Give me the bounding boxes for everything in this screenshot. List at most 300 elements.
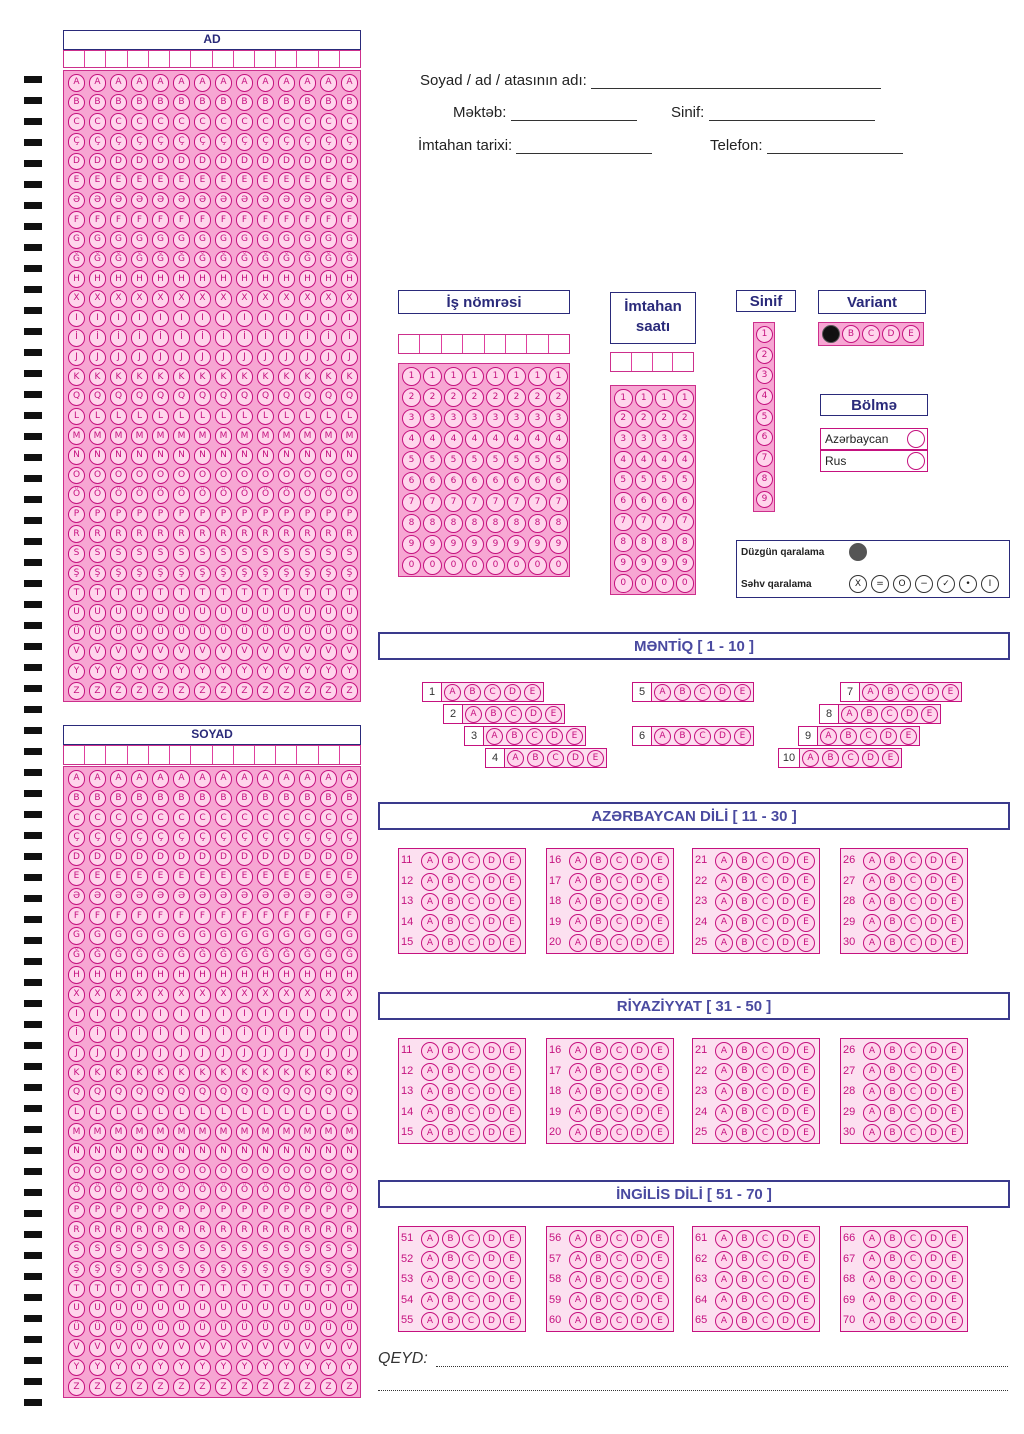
answer-bubble[interactable]: A xyxy=(569,1124,587,1142)
digit-bubble[interactable]: 4 xyxy=(507,430,526,449)
letter-bubble[interactable]: Ğ xyxy=(320,251,338,269)
letter-bubble[interactable]: V xyxy=(89,643,107,661)
phone-field[interactable] xyxy=(710,137,903,154)
letter-bubble[interactable]: T xyxy=(131,584,149,602)
letter-bubble[interactable]: H xyxy=(152,966,170,984)
letter-bubble[interactable]: D xyxy=(173,849,191,867)
letter-bubble[interactable]: X xyxy=(236,290,254,308)
letter-bubble[interactable]: T xyxy=(194,584,212,602)
letter-bubble[interactable]: İ xyxy=(89,1025,107,1043)
letter-bubble[interactable]: Y xyxy=(299,1359,317,1377)
entry-cell[interactable] xyxy=(85,51,106,67)
answer-bubble[interactable]: B xyxy=(506,728,523,745)
letter-bubble[interactable]: V xyxy=(278,643,296,661)
letter-bubble[interactable]: Ş xyxy=(278,565,296,583)
letter-bubble[interactable]: Y xyxy=(236,663,254,681)
answer-bubble[interactable]: B xyxy=(882,684,899,701)
digit-bubble[interactable]: 4 xyxy=(549,430,568,449)
letter-bubble[interactable]: Ç xyxy=(278,133,296,151)
letter-bubble[interactable]: T xyxy=(278,1280,296,1298)
digit-bubble[interactable]: 0 xyxy=(614,574,633,593)
digit-bubble[interactable]: 9 xyxy=(402,535,421,554)
answer-bubble[interactable]: B xyxy=(674,684,691,701)
digit-bubble[interactable]: 1 xyxy=(549,367,568,386)
answer-bubble[interactable]: C xyxy=(904,873,922,891)
answer-bubble[interactable]: C xyxy=(694,728,711,745)
letter-bubble[interactable]: H xyxy=(194,270,212,288)
digit-bubble[interactable]: 3 xyxy=(444,409,463,428)
answer-bubble[interactable]: E xyxy=(797,1104,815,1122)
letter-bubble[interactable]: I xyxy=(278,310,296,328)
answer-bubble[interactable]: B xyxy=(442,1063,460,1081)
letter-bubble[interactable]: I xyxy=(257,1006,275,1024)
letter-bubble[interactable]: Z xyxy=(89,1378,107,1396)
answer-bubble[interactable]: B xyxy=(884,1104,902,1122)
digit-bubble[interactable]: 7 xyxy=(655,513,674,532)
question-group[interactable] xyxy=(398,1226,526,1332)
answer-bubble[interactable]: B xyxy=(442,1083,460,1101)
answer-bubble[interactable]: E xyxy=(566,728,583,745)
letter-bubble[interactable]: I xyxy=(236,310,254,328)
answer-bubble[interactable]: D xyxy=(777,1230,795,1248)
class-bubble[interactable]: 7 xyxy=(756,450,773,467)
letter-bubble[interactable]: G xyxy=(194,927,212,945)
answer-bubble[interactable]: B xyxy=(884,873,902,891)
letter-bubble[interactable]: Ç xyxy=(194,829,212,847)
letter-bubble[interactable]: F xyxy=(110,907,128,925)
entry-cell[interactable] xyxy=(191,51,212,67)
letter-bubble[interactable]: D xyxy=(194,153,212,171)
answer-bubble[interactable]: B xyxy=(442,1230,460,1248)
letter-bubble[interactable]: Ü xyxy=(152,1320,170,1338)
answer-bubble[interactable]: D xyxy=(925,873,943,891)
letter-bubble[interactable]: Ğ xyxy=(131,947,149,965)
entry-cell[interactable] xyxy=(106,746,127,764)
entry-cell[interactable] xyxy=(276,746,297,764)
answer-bubble[interactable]: E xyxy=(797,1230,815,1248)
letter-bubble[interactable]: K xyxy=(320,368,338,386)
letter-bubble[interactable]: R xyxy=(236,1221,254,1239)
letter-bubble[interactable]: V xyxy=(194,1339,212,1357)
answer-row[interactable] xyxy=(443,704,565,724)
letter-bubble[interactable]: F xyxy=(68,907,86,925)
letter-bubble[interactable]: Ğ xyxy=(89,947,107,965)
letter-bubble[interactable]: J xyxy=(173,349,191,367)
letter-bubble[interactable]: A xyxy=(299,770,317,788)
letter-bubble[interactable]: U xyxy=(89,1300,107,1318)
answer-bubble[interactable]: A xyxy=(802,750,819,767)
letter-bubble[interactable]: Ö xyxy=(278,486,296,504)
letter-bubble[interactable]: Q xyxy=(236,388,254,406)
entry-cell[interactable] xyxy=(170,746,191,764)
digit-bubble[interactable]: 2 xyxy=(635,410,654,429)
answer-bubble[interactable]: E xyxy=(734,684,751,701)
letter-bubble[interactable]: T xyxy=(299,1280,317,1298)
answer-bubble[interactable]: E xyxy=(651,1063,669,1081)
answer-bubble[interactable]: A xyxy=(715,934,733,952)
answer-bubble[interactable]: E xyxy=(651,1104,669,1122)
answer-bubble[interactable]: A xyxy=(421,1042,439,1060)
letter-bubble[interactable]: G xyxy=(299,231,317,249)
answer-bubble[interactable]: A xyxy=(863,1042,881,1060)
letter-bubble[interactable]: H xyxy=(68,270,86,288)
letter-bubble[interactable]: I xyxy=(173,1006,191,1024)
answer-bubble[interactable]: B xyxy=(442,1251,460,1269)
letter-bubble[interactable]: E xyxy=(131,172,149,190)
answer-bubble[interactable]: A xyxy=(863,893,881,911)
answer-bubble[interactable]: C xyxy=(904,1083,922,1101)
bolme-option-rus[interactable] xyxy=(820,450,928,472)
letter-bubble[interactable]: R xyxy=(236,525,254,543)
digit-bubble[interactable]: 5 xyxy=(465,451,484,470)
letter-bubble[interactable]: O xyxy=(89,467,107,485)
letter-bubble[interactable]: H xyxy=(68,966,86,984)
letter-bubble[interactable]: Z xyxy=(131,682,149,700)
letter-bubble[interactable]: V xyxy=(131,1339,149,1357)
letter-bubble[interactable]: S xyxy=(89,1241,107,1259)
letter-bubble[interactable]: U xyxy=(131,1300,149,1318)
letter-bubble[interactable]: M xyxy=(152,1123,170,1141)
letter-bubble[interactable]: N xyxy=(257,447,275,465)
answer-bubble[interactable]: C xyxy=(904,1292,922,1310)
letter-bubble[interactable]: Ç xyxy=(278,829,296,847)
letter-bubble[interactable]: G xyxy=(278,231,296,249)
letter-bubble[interactable]: H xyxy=(89,966,107,984)
letter-bubble[interactable]: Ü xyxy=(320,1320,338,1338)
letter-bubble[interactable]: Ü xyxy=(257,1320,275,1338)
answer-bubble[interactable]: A xyxy=(421,873,439,891)
letter-bubble[interactable]: H xyxy=(131,270,149,288)
letter-bubble[interactable]: Ü xyxy=(173,624,191,642)
letter-bubble[interactable]: T xyxy=(215,1280,233,1298)
letter-bubble[interactable]: Ö xyxy=(173,1182,191,1200)
answer-bubble[interactable]: D xyxy=(483,934,501,952)
answer-bubble[interactable]: A xyxy=(421,1083,439,1101)
letter-bubble[interactable]: Ö xyxy=(341,486,359,504)
letter-bubble[interactable]: Z xyxy=(299,1378,317,1396)
letter-bubble[interactable]: R xyxy=(131,525,149,543)
answer-bubble[interactable]: C xyxy=(505,706,522,723)
digit-bubble[interactable]: 5 xyxy=(402,451,421,470)
letter-bubble[interactable]: H xyxy=(257,966,275,984)
letter-bubble[interactable]: Ş xyxy=(194,1261,212,1279)
letter-bubble[interactable]: L xyxy=(215,1104,233,1122)
letter-bubble[interactable]: A xyxy=(152,770,170,788)
digit-bubble[interactable]: 9 xyxy=(486,535,505,554)
answer-bubble[interactable]: C xyxy=(462,873,480,891)
letter-bubble[interactable]: A xyxy=(173,770,191,788)
answer-bubble[interactable]: C xyxy=(756,852,774,870)
letter-bubble[interactable]: Y xyxy=(278,1359,296,1377)
letter-bubble[interactable]: L xyxy=(215,408,233,426)
answer-bubble[interactable]: E xyxy=(651,873,669,891)
letter-bubble[interactable]: G xyxy=(341,927,359,945)
answer-bubble[interactable]: A xyxy=(569,934,587,952)
letter-bubble[interactable]: U xyxy=(236,1300,254,1318)
letter-bubble[interactable]: İ xyxy=(68,1025,86,1043)
letter-bubble[interactable]: B xyxy=(341,790,359,808)
digit-bubble[interactable]: 4 xyxy=(676,451,695,470)
letter-bubble[interactable]: Ş xyxy=(278,1261,296,1279)
letter-bubble[interactable]: S xyxy=(110,1241,128,1259)
answer-bubble[interactable]: C xyxy=(904,1042,922,1060)
answer-bubble[interactable]: B xyxy=(884,934,902,952)
entry-cell[interactable] xyxy=(340,746,360,764)
letter-bubble[interactable]: Ş xyxy=(257,1261,275,1279)
letter-bubble[interactable]: Ə xyxy=(110,888,128,906)
digit-bubble[interactable]: 6 xyxy=(402,472,421,491)
letter-bubble[interactable]: N xyxy=(68,1143,86,1161)
letter-bubble[interactable]: O xyxy=(152,467,170,485)
letter-bubble[interactable]: O xyxy=(152,1163,170,1181)
letter-bubble[interactable]: I xyxy=(194,1006,212,1024)
letter-bubble[interactable]: M xyxy=(173,1123,191,1141)
letter-bubble[interactable]: P xyxy=(68,1202,86,1220)
letter-bubble[interactable]: İ xyxy=(194,1025,212,1043)
digit-bubble[interactable]: 4 xyxy=(402,430,421,449)
letter-bubble[interactable]: S xyxy=(320,1241,338,1259)
digit-bubble[interactable]: 8 xyxy=(486,514,505,533)
letter-bubble[interactable]: B xyxy=(257,94,275,112)
letter-bubble[interactable]: Q xyxy=(131,388,149,406)
answer-bubble[interactable]: B xyxy=(736,873,754,891)
letter-bubble[interactable]: S xyxy=(257,1241,275,1259)
answer-bubble[interactable]: B xyxy=(590,1104,608,1122)
answer-bubble[interactable]: D xyxy=(925,1104,943,1122)
answer-bubble[interactable]: C xyxy=(756,1063,774,1081)
letter-bubble[interactable]: D xyxy=(257,153,275,171)
letter-bubble[interactable]: M xyxy=(257,427,275,445)
letter-bubble[interactable]: C xyxy=(278,809,296,827)
letter-bubble[interactable]: P xyxy=(152,1202,170,1220)
letter-bubble[interactable]: Ü xyxy=(278,624,296,642)
letter-bubble[interactable]: K xyxy=(341,1064,359,1082)
letter-bubble[interactable]: D xyxy=(278,849,296,867)
letter-bubble[interactable]: Ş xyxy=(320,1261,338,1279)
letter-bubble[interactable]: P xyxy=(194,1202,212,1220)
letter-bubble[interactable]: B xyxy=(152,790,170,808)
answer-bubble[interactable]: A xyxy=(421,1312,439,1330)
letter-bubble[interactable]: Z xyxy=(341,682,359,700)
answer-bubble[interactable]: D xyxy=(483,1063,501,1081)
letter-bubble[interactable]: K xyxy=(131,368,149,386)
letter-bubble[interactable]: J xyxy=(152,1045,170,1063)
answer-bubble[interactable]: B xyxy=(442,873,460,891)
letter-bubble[interactable]: H xyxy=(320,270,338,288)
letter-bubble[interactable]: Ə xyxy=(236,888,254,906)
letter-bubble[interactable]: R xyxy=(215,1221,233,1239)
answer-bubble[interactable]: B xyxy=(442,1271,460,1289)
answer-bubble[interactable]: C xyxy=(462,1104,480,1122)
answer-bubble[interactable]: C xyxy=(756,1042,774,1060)
letter-bubble[interactable]: V xyxy=(110,643,128,661)
letter-bubble[interactable]: Y xyxy=(194,663,212,681)
letter-bubble[interactable]: A xyxy=(68,770,86,788)
letter-bubble[interactable]: İ xyxy=(131,329,149,347)
letter-bubble[interactable]: Ö xyxy=(278,1182,296,1200)
letter-bubble[interactable]: V xyxy=(341,643,359,661)
digit-bubble[interactable]: 0 xyxy=(635,574,654,593)
answer-bubble[interactable]: A xyxy=(421,893,439,911)
letter-bubble[interactable]: L xyxy=(152,1104,170,1122)
letter-bubble[interactable]: Ğ xyxy=(257,947,275,965)
letter-bubble[interactable]: F xyxy=(68,211,86,229)
letter-bubble[interactable]: P xyxy=(257,506,275,524)
answer-bubble[interactable]: B xyxy=(884,1063,902,1081)
letter-bubble[interactable]: G xyxy=(278,927,296,945)
letter-bubble[interactable]: Y xyxy=(215,1359,233,1377)
answer-bubble[interactable]: E xyxy=(651,1271,669,1289)
letter-bubble[interactable]: Ə xyxy=(152,192,170,210)
answer-bubble[interactable]: C xyxy=(610,1271,628,1289)
letter-bubble[interactable]: X xyxy=(68,986,86,1004)
answer-bubble[interactable]: E xyxy=(797,1312,815,1330)
letter-bubble[interactable]: Z xyxy=(152,1378,170,1396)
letter-bubble[interactable]: Ü xyxy=(236,624,254,642)
letter-bubble[interactable]: V xyxy=(173,643,191,661)
answer-bubble[interactable]: B xyxy=(442,893,460,911)
letter-bubble[interactable]: I xyxy=(320,310,338,328)
letter-bubble[interactable]: İ xyxy=(110,1025,128,1043)
letter-bubble[interactable]: O xyxy=(278,1163,296,1181)
answer-bubble[interactable]: E xyxy=(503,1292,521,1310)
letter-bubble[interactable]: Ə xyxy=(173,192,191,210)
letter-bubble[interactable]: Y xyxy=(257,1359,275,1377)
letter-bubble[interactable]: G xyxy=(320,231,338,249)
digit-bubble[interactable]: 6 xyxy=(655,492,674,511)
letter-bubble[interactable]: C xyxy=(68,809,86,827)
letter-bubble[interactable]: H xyxy=(215,270,233,288)
answer-bubble[interactable]: B xyxy=(442,1104,460,1122)
letter-bubble[interactable]: F xyxy=(194,211,212,229)
digit-bubble[interactable]: 4 xyxy=(635,451,654,470)
answer-bubble[interactable]: D xyxy=(880,728,897,745)
letter-bubble[interactable]: Ö xyxy=(68,1182,86,1200)
letter-bubble[interactable]: D xyxy=(320,849,338,867)
letter-bubble[interactable]: N xyxy=(236,447,254,465)
answer-bubble[interactable]: D xyxy=(777,1292,795,1310)
answer-bubble[interactable]: D xyxy=(483,1124,501,1142)
letter-bubble[interactable]: B xyxy=(236,790,254,808)
letter-bubble[interactable]: C xyxy=(299,113,317,131)
letter-bubble[interactable]: P xyxy=(173,1202,191,1220)
answer-bubble[interactable]: A xyxy=(863,934,881,952)
letter-bubble[interactable]: E xyxy=(68,172,86,190)
letter-bubble[interactable]: D xyxy=(131,153,149,171)
answer-bubble[interactable]: E xyxy=(945,873,963,891)
letter-bubble[interactable]: I xyxy=(152,310,170,328)
letter-bubble[interactable]: D xyxy=(89,849,107,867)
letter-bubble[interactable]: S xyxy=(278,545,296,563)
letter-bubble[interactable]: I xyxy=(68,310,86,328)
digit-bubble[interactable]: 8 xyxy=(614,533,633,552)
digit-bubble[interactable]: 2 xyxy=(549,388,568,407)
letter-bubble[interactable]: I xyxy=(341,1006,359,1024)
letter-bubble[interactable]: H xyxy=(278,966,296,984)
answer-bubble[interactable]: E xyxy=(797,914,815,932)
letter-bubble[interactable]: E xyxy=(89,172,107,190)
answer-bubble[interactable]: D xyxy=(631,1063,649,1081)
letter-bubble[interactable]: Ü xyxy=(320,624,338,642)
letter-bubble[interactable]: C xyxy=(194,809,212,827)
answer-bubble[interactable]: A xyxy=(863,852,881,870)
letter-bubble[interactable]: V xyxy=(299,1339,317,1357)
letter-bubble[interactable]: J xyxy=(341,1045,359,1063)
letter-bubble[interactable]: L xyxy=(236,408,254,426)
answer-bubble[interactable]: D xyxy=(631,873,649,891)
letter-bubble[interactable]: Ç xyxy=(341,133,359,151)
answer-bubble[interactable]: B xyxy=(590,934,608,952)
letter-bubble[interactable]: X xyxy=(236,986,254,1004)
digit-bubble[interactable]: 6 xyxy=(507,472,526,491)
letter-bubble[interactable]: Q xyxy=(110,1084,128,1102)
letter-bubble[interactable]: F xyxy=(89,211,107,229)
answer-bubble[interactable]: E xyxy=(503,914,521,932)
letter-bubble[interactable]: Ğ xyxy=(68,947,86,965)
answer-bubble[interactable]: E xyxy=(797,1063,815,1081)
letter-bubble[interactable]: E xyxy=(278,172,296,190)
answer-bubble[interactable]: B xyxy=(736,1083,754,1101)
letter-bubble[interactable]: Q xyxy=(89,1084,107,1102)
answer-row[interactable] xyxy=(422,682,544,702)
letter-bubble[interactable]: İ xyxy=(341,329,359,347)
letter-bubble[interactable]: F xyxy=(299,211,317,229)
letter-bubble[interactable]: Ş xyxy=(215,565,233,583)
digit-bubble[interactable]: 2 xyxy=(423,388,442,407)
letter-bubble[interactable]: N xyxy=(299,447,317,465)
letter-bubble[interactable]: N xyxy=(341,1143,359,1161)
letter-bubble[interactable]: C xyxy=(257,809,275,827)
class-bubble[interactable]: 3 xyxy=(756,367,773,384)
letter-bubble[interactable]: Ş xyxy=(299,1261,317,1279)
letter-bubble[interactable]: M xyxy=(131,1123,149,1141)
letter-bubble[interactable]: Ş xyxy=(131,1261,149,1279)
letter-bubble[interactable]: Ş xyxy=(236,1261,254,1279)
letter-bubble[interactable]: N xyxy=(215,447,233,465)
letter-bubble[interactable]: G xyxy=(110,231,128,249)
answer-bubble[interactable]: C xyxy=(610,873,628,891)
letter-bubble[interactable]: K xyxy=(152,368,170,386)
letter-bubble[interactable]: T xyxy=(194,1280,212,1298)
letter-bubble[interactable]: Ə xyxy=(131,888,149,906)
letter-bubble[interactable]: Q xyxy=(68,1084,86,1102)
entry-cell[interactable] xyxy=(340,51,360,67)
letter-bubble[interactable]: B xyxy=(68,790,86,808)
answer-bubble[interactable]: D xyxy=(777,934,795,952)
digit-bubble[interactable]: 1 xyxy=(635,389,654,408)
letter-bubble[interactable]: Ü xyxy=(173,1320,191,1338)
question-group[interactable] xyxy=(692,848,820,954)
answer-bubble[interactable]: D xyxy=(483,893,501,911)
letter-bubble[interactable]: Ğ xyxy=(194,251,212,269)
letter-bubble[interactable]: S xyxy=(173,545,191,563)
digit-bubble[interactable]: 9 xyxy=(507,535,526,554)
letter-bubble[interactable]: Ğ xyxy=(173,947,191,965)
class-bubble[interactable]: 4 xyxy=(756,388,773,405)
answer-bubble[interactable]: C xyxy=(462,1292,480,1310)
answer-bubble[interactable]: E xyxy=(651,893,669,911)
answer-bubble[interactable]: B xyxy=(590,1312,608,1330)
letter-bubble[interactable]: T xyxy=(173,1280,191,1298)
letter-bubble[interactable]: R xyxy=(152,525,170,543)
letter-bubble[interactable]: Y xyxy=(278,663,296,681)
answer-bubble[interactable]: D xyxy=(631,1042,649,1060)
answer-bubble[interactable]: A xyxy=(715,914,733,932)
digit-bubble[interactable]: 8 xyxy=(635,533,654,552)
answer-bubble[interactable]: D xyxy=(483,914,501,932)
letter-bubble[interactable]: J xyxy=(131,349,149,367)
variant-bubble[interactable]: C xyxy=(862,325,880,343)
